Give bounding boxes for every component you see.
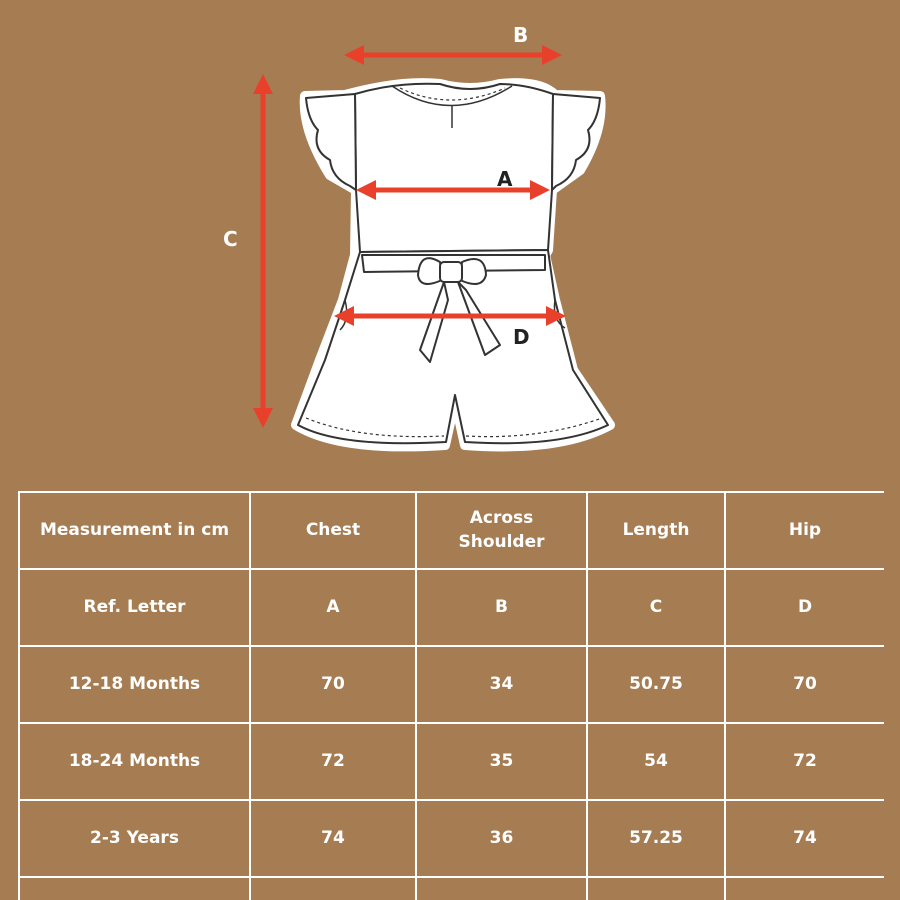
table-cell <box>416 877 587 900</box>
label-c: C <box>223 227 238 251</box>
header-cell: Length <box>587 492 725 569</box>
table-cell: 34 <box>416 646 587 723</box>
table-cell: D <box>725 569 884 646</box>
table-cell: 74 <box>250 800 416 877</box>
romper-outline <box>298 84 608 444</box>
label-a: A <box>497 167 513 191</box>
table-cell: 35 <box>416 723 587 800</box>
table-cell: 72 <box>725 723 884 800</box>
table-row <box>19 646 884 723</box>
table-cell: 2-3 Years <box>19 800 250 877</box>
header-cell: Chest <box>250 492 416 569</box>
table-cell: 70 <box>725 646 884 723</box>
size-chart <box>18 491 884 900</box>
header-cell: Across Shoulder <box>416 492 587 569</box>
table-cell: 57.25 <box>587 800 725 877</box>
table-cell <box>587 877 725 900</box>
table-cell: C <box>587 569 725 646</box>
table-cell: 12-18 Months <box>19 646 250 723</box>
table-row <box>19 723 884 800</box>
table-cell: B <box>416 569 587 646</box>
table-header-row <box>19 492 884 569</box>
table-cell: 74 <box>725 800 884 877</box>
label-d: D <box>513 325 530 349</box>
table-cell: 72 <box>250 723 416 800</box>
table-cell: A <box>250 569 416 646</box>
table-row <box>19 877 884 900</box>
table-cell: 50.75 <box>587 646 725 723</box>
table-cell <box>250 877 416 900</box>
table-cell: 54 <box>587 723 725 800</box>
header-cell: Hip <box>725 492 884 569</box>
size-table <box>18 491 884 900</box>
table-cell: 18-24 Months <box>19 723 250 800</box>
table-cell: 36 <box>416 800 587 877</box>
label-b: B <box>513 23 529 47</box>
table-row <box>19 800 884 877</box>
table-cell <box>19 877 250 900</box>
header-cell: Measurement in cm <box>19 492 250 569</box>
table-cell <box>725 877 884 900</box>
table-cell: 70 <box>250 646 416 723</box>
table-row <box>19 569 884 646</box>
table-cell: Ref. Letter <box>19 569 250 646</box>
